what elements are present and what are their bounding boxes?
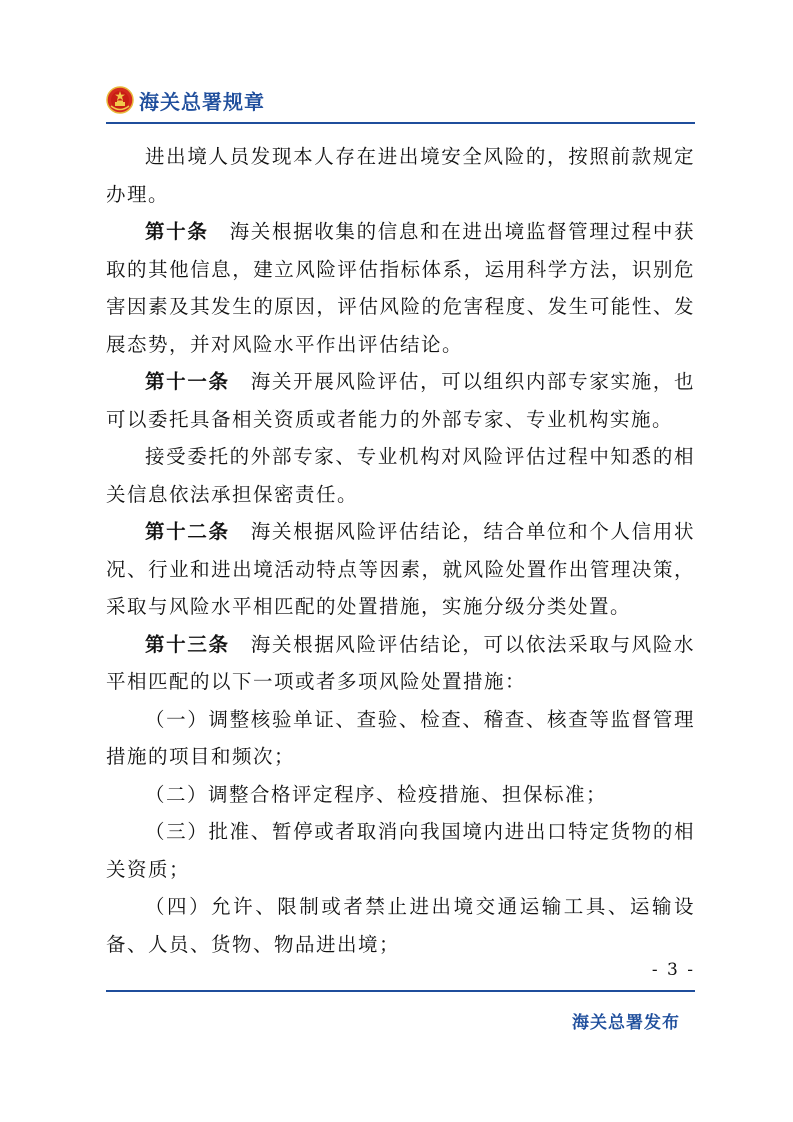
paragraph-text: 接受委托的外部专家、专业机构对风险评估过程中知悉的相关信息依法承担保密责任。: [106, 445, 695, 506]
paragraph: [106, 701, 695, 776]
footer-divider: [106, 990, 695, 992]
header-divider: [106, 122, 695, 124]
paragraph: [106, 213, 695, 363]
article-title: 第十一条: [145, 370, 230, 393]
document-body: [106, 138, 695, 963]
header-title: 海关总署规章: [139, 89, 265, 114]
paragraph: [106, 513, 695, 626]
paragraph-text: （四）允许、限制或者禁止进出境交通运输工具、运输设备、人员、货物、物品进出境；: [106, 895, 695, 956]
paragraph-text: 海关开展风险评估，可以组织内部专家实施，也可以委托具备相关资质或者能力的外部专家、专业机构实施。: [106, 370, 695, 431]
article-title: 第十三条: [145, 632, 230, 656]
paragraph: [106, 138, 695, 213]
paragraph-text: 海关根据风险评估结论，可以依法采取与风险水平相匹配的以下一项或者多项风险处置措施：: [106, 632, 695, 693]
paragraph: [106, 813, 695, 888]
paragraph: [106, 363, 695, 438]
paragraph-text: （二）调整合格评定程序、检疫措施、担保标准；: [145, 782, 608, 806]
paragraph: [106, 626, 695, 701]
paragraph: [106, 888, 695, 963]
paragraph: [106, 776, 695, 814]
paragraph: [106, 438, 695, 513]
national-emblem-icon: [106, 86, 134, 114]
paragraph-text: （一）调整核验单证、查验、检查、稽查、核查等监督管理措施的项目和频次；: [106, 707, 695, 768]
paragraph-text: 海关根据风险评估结论，结合单位和个人信用状况、行业和进出境活动特点等因素，就风险处置作出管理决策，采取与风险水平相匹配的处置措施，实施分级分类处置。: [106, 520, 695, 618]
footer-publisher: 海关总署发布: [572, 1013, 680, 1033]
page-number: - 3 -: [651, 960, 695, 980]
paragraph-text: 进出境人员发现本人存在进出境安全风险的，按照前款规定办理。: [106, 145, 695, 206]
article-title: 第十二条: [145, 520, 230, 543]
paragraph-text: 海关根据收集的信息和在进出境监督管理过程中获取的其他信息，建立风险评估指标体系，运用科学方法，识别危害因素及其发生的原因，评估风险的危害程度、发生可能性、发展态势，并对风险水平作出评估结论。: [106, 220, 695, 356]
page-header: [106, 84, 265, 116]
paragraph-text: （三）批准、暂停或者取消向我国境内进出口特定货物的相关资质；: [106, 820, 695, 881]
article-title: 第十条: [145, 220, 209, 243]
